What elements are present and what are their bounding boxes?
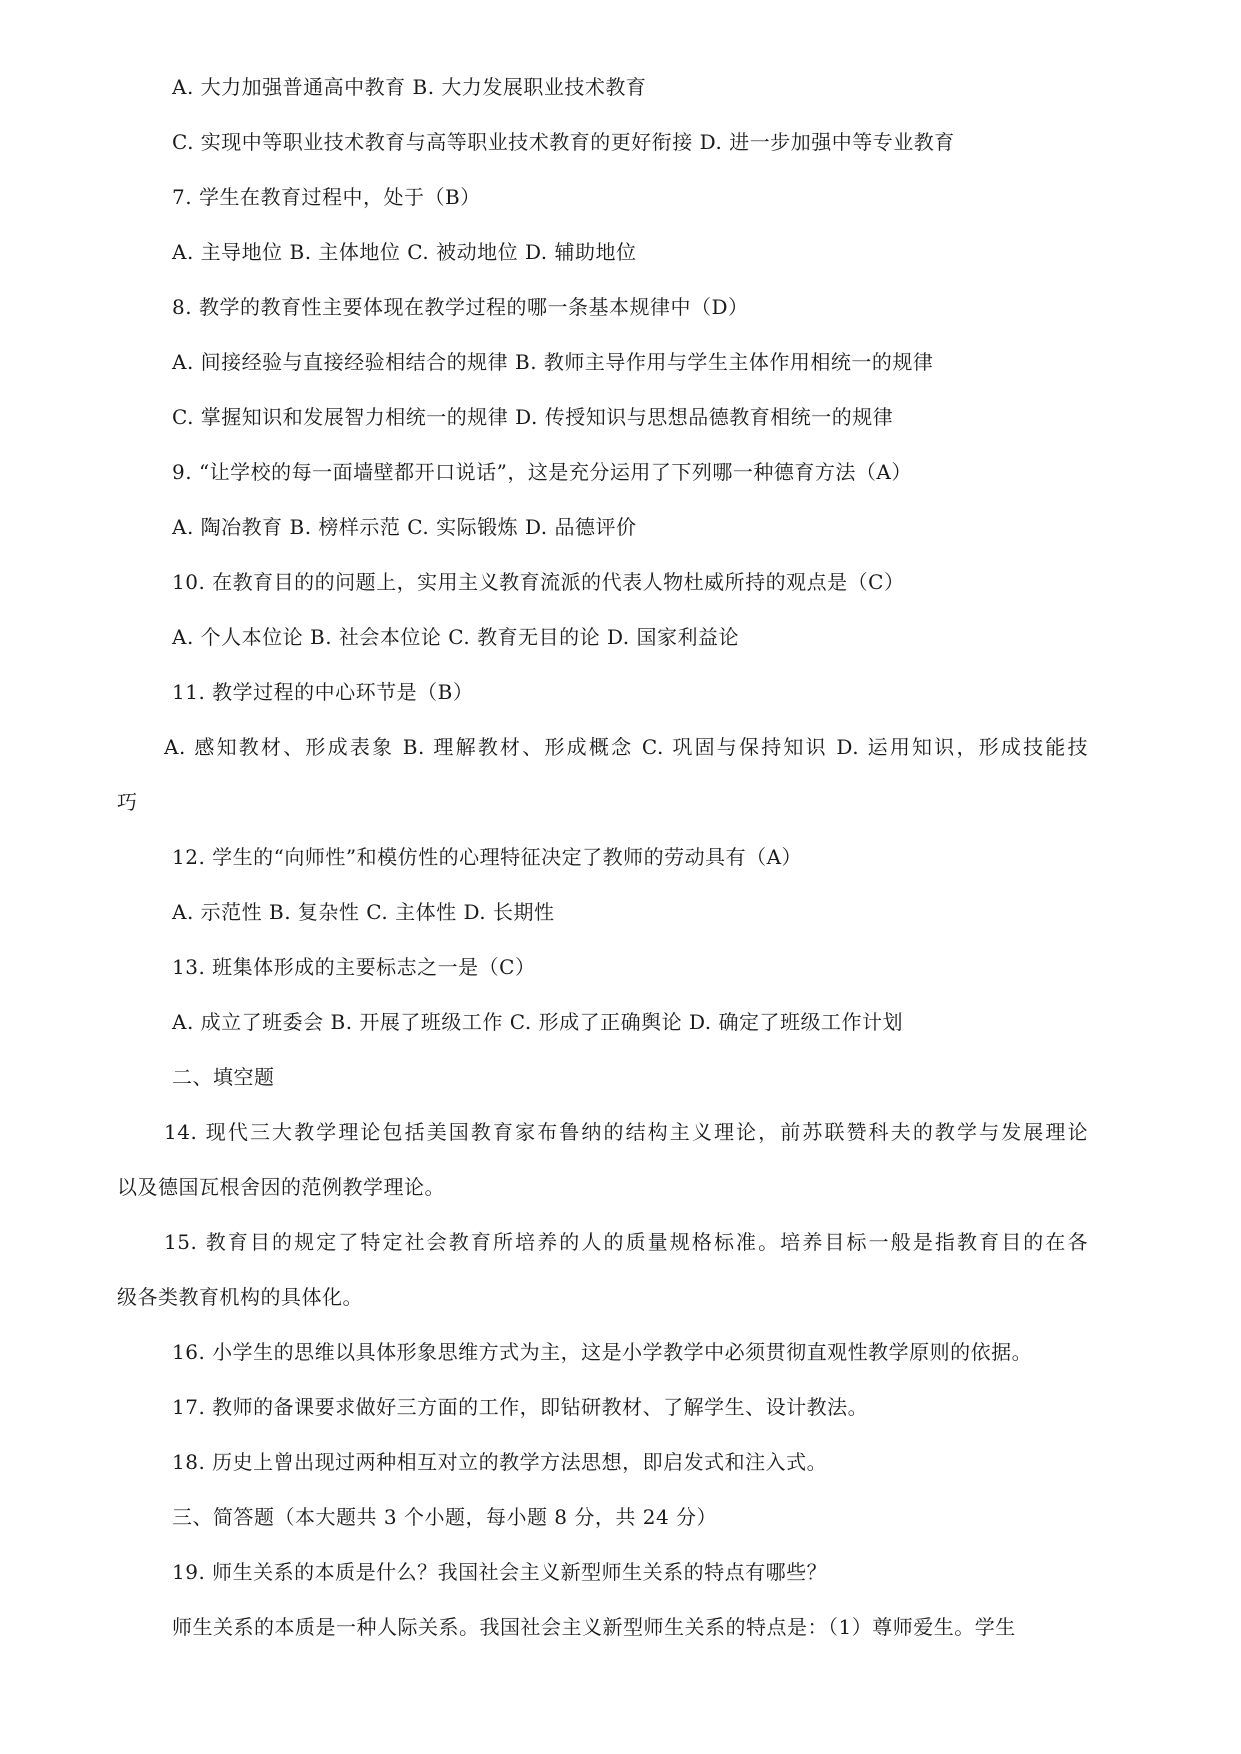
question-12: 12. 学生的“向师性”和模仿性的心理特征决定了教师的劳动具有（A） — [172, 845, 803, 869]
option-line-10: A. 个人本位论 B. 社会本位论 C. 教育无目的论 D. 国家利益论 — [172, 625, 739, 649]
question-14: 14. 现代三大教学理论包括美国教育家布鲁纳的结构主义理论，前苏联赞科夫的教学与发展理论 — [164, 1120, 1088, 1144]
question-7: 7. 学生在教育过程中，处于（B） — [172, 185, 481, 209]
option-line-6: A. 大力加强普通高中教育 B. 大力发展职业技术教育 — [172, 75, 647, 99]
question-15: 15. 教育目的规定了特定社会教育所培养的人的质量规格标准。培养目标一般是指教育目的在各 — [164, 1230, 1088, 1254]
section-heading-short-answer: 三、简答题（本大题共 3 个小题，每小题 8 分，共 24 分） — [172, 1505, 718, 1529]
option-line-7: A. 主导地位 B. 主体地位 C. 被动地位 D. 辅助地位 — [172, 240, 637, 264]
question-19: 19. 师生关系的本质是什么？我国社会主义新型师生关系的特点有哪些？ — [172, 1560, 828, 1584]
question-15-cont: 级各类教育机构的具体化。 — [117, 1285, 363, 1309]
question-18: 18. 历史上曾出现过两种相互对立的教学方法思想，即启发式和注入式。 — [172, 1450, 828, 1474]
option-line-11-cont: 巧 — [117, 790, 138, 814]
option-line-12: A. 示范性 B. 复杂性 C. 主体性 D. 长期性 — [172, 900, 555, 924]
option-line-9: A. 陶冶教育 B. 榜样示范 C. 实际锻炼 D. 品德评价 — [172, 515, 637, 539]
question-9: 9. “让学校的每一面墙壁都开口说话”，这是充分运用了下列哪一种德育方法（A） — [172, 460, 912, 484]
question-16: 16. 小学生的思维以具体形象思维方式为主，这是小学教学中必须贯彻直观性教学原则的依据。 — [172, 1340, 1033, 1364]
answer-19: 师生关系的本质是一种人际关系。我国社会主义新型师生关系的特点是：（1）尊师爱生。学生 — [172, 1615, 1016, 1639]
section-heading-fill-in: 二、填空题 — [172, 1065, 275, 1089]
question-8: 8. 教学的教育性主要体现在教学过程的哪一条基本规律中（D） — [172, 295, 749, 319]
option-line-13: A. 成立了班委会 B. 开展了班级工作 C. 形成了正确舆论 D. 确定了班级工作计划 — [172, 1010, 903, 1034]
question-17: 17. 教师的备课要求做好三方面的工作，即钻研教材、了解学生、设计教法。 — [172, 1395, 869, 1419]
option-line-11: A. 感知教材、形成表象 B. 理解教材、形成概念 C. 巩固与保持知识 D. 运用知识，形成技能技 — [164, 735, 1088, 759]
option-line-8b: C. 掌握知识和发展智力相统一的规律 D. 传授知识与思想品德教育相统一的规律 — [172, 405, 894, 429]
option-line-8a: A. 间接经验与直接经验相结合的规律 B. 教师主导作用与学生主体作用相统一的规律 — [172, 350, 934, 374]
question-13: 13. 班集体形成的主要标志之一是（C） — [172, 955, 536, 979]
question-11: 11. 教学过程的中心环节是（B） — [172, 680, 474, 704]
option-line-6b: C. 实现中等职业技术教育与高等职业技术教育的更好衔接 D. 进一步加强中等专业教育 — [172, 130, 955, 154]
question-10: 10. 在教育目的的问题上，实用主义教育流派的代表人物杜威所持的观点是（C） — [172, 570, 905, 594]
question-14-cont: 以及德国瓦根舍因的范例教学理论。 — [117, 1175, 445, 1199]
